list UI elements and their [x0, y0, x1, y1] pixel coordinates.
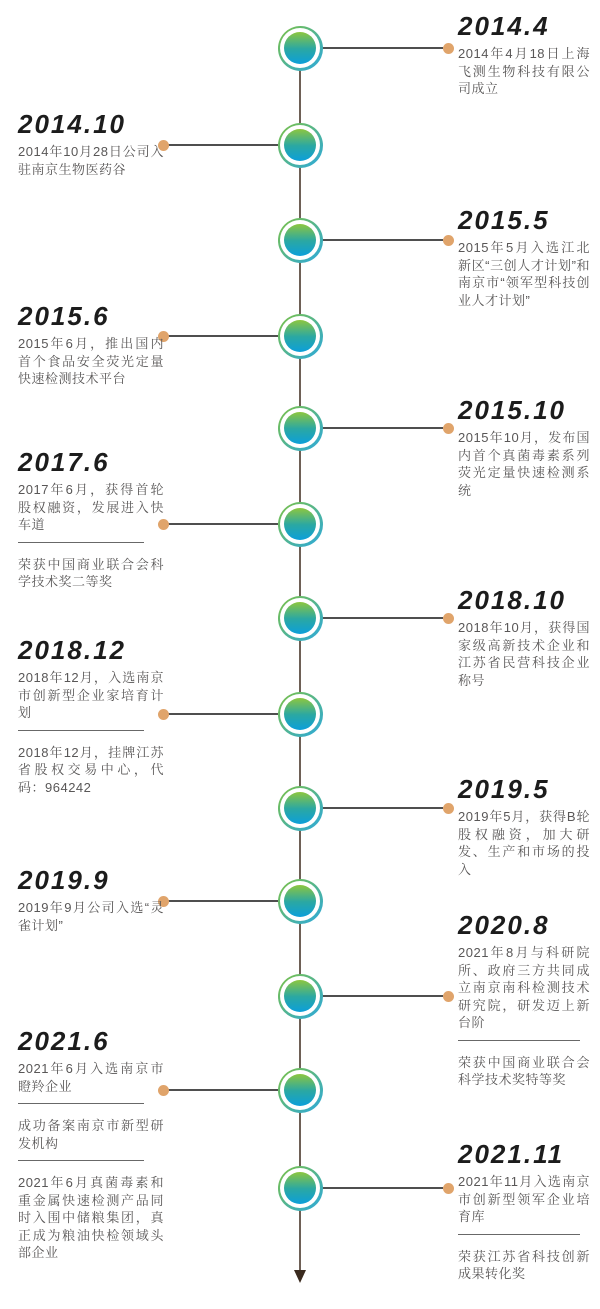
entry-content	[458, 912, 590, 1089]
connector-line	[322, 239, 443, 241]
node-outer-ring	[278, 123, 323, 168]
entry-sections	[458, 808, 590, 878]
entry-year: 2019.5	[458, 774, 550, 804]
connector-line	[322, 807, 443, 809]
node-outer-ring	[278, 314, 323, 359]
node-core-circle	[284, 1172, 316, 1204]
connector-dot-icon	[443, 803, 454, 814]
entry-text: 2021年6月入选南京市瞪羚企业	[18, 1061, 164, 1094]
node-outer-ring	[278, 1166, 323, 1211]
entry-sections	[18, 335, 164, 388]
entry-year: 2015.5	[458, 205, 550, 235]
timeline-node-icon	[278, 692, 323, 737]
node-outer-ring	[278, 1068, 323, 1113]
entry-content	[18, 303, 164, 388]
connector-line	[168, 335, 278, 337]
entry-year: 2014.10	[18, 109, 126, 139]
timeline-node-icon	[278, 502, 323, 547]
node-outer-ring	[278, 596, 323, 641]
entry-text: 2014年10月28日公司入驻南京生物医药谷	[18, 144, 164, 177]
node-core-circle	[284, 412, 316, 444]
entry-content	[18, 637, 164, 796]
entry-text: 2021年6月真菌毒素和重金属快速检测产品同时入围中储粮集团，真正成为粮油快检领域头部企业	[18, 1175, 164, 1260]
connector-line	[322, 617, 443, 619]
connector-line	[168, 900, 278, 902]
connector-line	[322, 427, 443, 429]
connector-line	[168, 1089, 278, 1091]
entry-text: 2019年5月，获得B轮股权融资，加大研发、生产和市场的投入	[458, 809, 590, 877]
timeline-node-icon	[278, 596, 323, 641]
entry-sections	[458, 45, 590, 98]
entry-text: 荣获中国商业联合会科学技术奖特等奖	[458, 1054, 590, 1087]
entry-content	[458, 776, 590, 878]
timeline-node-icon	[278, 406, 323, 451]
node-outer-ring	[278, 406, 323, 451]
node-core-circle	[284, 32, 316, 64]
entry-content	[458, 13, 590, 98]
entry-text: 荣获中国商业联合会科学技术奖二等奖	[18, 556, 164, 589]
entry-text: 2019年9月公司入选“灵雀计划”	[18, 900, 164, 933]
entry-sections	[18, 669, 164, 796]
entry-sections	[458, 619, 590, 689]
node-outer-ring	[278, 218, 323, 263]
timeline-node-icon	[278, 879, 323, 924]
arrow-down-icon	[294, 1270, 306, 1283]
entry-text: 2015年5月入选江北新区“三创人才计划”和南京市“领军型科技创业人才计划”	[458, 240, 590, 308]
entry-content	[18, 867, 164, 934]
node-ring-gap	[280, 598, 320, 638]
node-ring-gap	[280, 125, 320, 165]
node-ring-gap	[280, 976, 320, 1016]
section-divider	[458, 1040, 580, 1041]
entry-content	[458, 397, 590, 499]
node-outer-ring	[278, 26, 323, 71]
entry-year: 2015.10	[458, 395, 566, 425]
node-ring-gap	[280, 881, 320, 921]
entry-text: 2018年10月，获得国家级高新技术企业和江苏省民营科技企业称号	[458, 620, 590, 688]
node-ring-gap	[280, 408, 320, 448]
timeline-node-icon	[278, 1166, 323, 1211]
connector-line	[168, 523, 278, 525]
entry-content	[458, 207, 590, 309]
connector-dot-icon	[443, 235, 454, 246]
node-outer-ring	[278, 879, 323, 924]
section-divider	[18, 542, 144, 543]
timeline-node-icon	[278, 218, 323, 263]
node-ring-gap	[280, 28, 320, 68]
connector-line	[168, 144, 278, 146]
node-ring-gap	[280, 504, 320, 544]
connector-line	[168, 713, 278, 715]
entry-sections	[18, 1060, 164, 1262]
entry-content	[18, 1028, 164, 1262]
node-outer-ring	[278, 974, 323, 1019]
entry-year: 2017.6	[18, 447, 110, 477]
entry-content	[458, 1141, 590, 1283]
entry-year: 2019.9	[18, 865, 110, 895]
node-core-circle	[284, 224, 316, 256]
entry-text: 2021年11月入选南京市创新型领军企业培育库	[458, 1174, 590, 1224]
section-divider	[18, 1160, 144, 1161]
node-outer-ring	[278, 786, 323, 831]
entry-text: 成功备案南京市新型研发机构	[18, 1118, 164, 1151]
entry-content	[18, 449, 164, 591]
node-ring-gap	[280, 788, 320, 828]
entry-text: 2015年10月，发布国内首个真菌毒素系列荧光定量快速检测系统	[458, 430, 590, 498]
node-outer-ring	[278, 502, 323, 547]
node-core-circle	[284, 1074, 316, 1106]
section-divider	[18, 730, 144, 731]
node-core-circle	[284, 320, 316, 352]
connector-line	[322, 1187, 443, 1189]
timeline-node-icon	[278, 26, 323, 71]
entry-sections	[458, 429, 590, 499]
entry-text: 荣获江苏省科技创新成果转化奖	[458, 1248, 590, 1281]
connector-line	[322, 47, 443, 49]
entry-year: 2021.6	[18, 1026, 110, 1056]
node-core-circle	[284, 885, 316, 917]
entry-year: 2018.10	[458, 585, 566, 615]
entry-sections	[458, 239, 590, 309]
connector-dot-icon	[443, 613, 454, 624]
connector-dot-icon	[443, 991, 454, 1002]
timeline-node-icon	[278, 1068, 323, 1113]
entry-text: 2014年4月18日上海飞测生物科技有限公司成立	[458, 46, 590, 96]
node-core-circle	[284, 129, 316, 161]
node-outer-ring	[278, 692, 323, 737]
entry-sections	[18, 481, 164, 591]
connector-dot-icon	[443, 43, 454, 54]
node-core-circle	[284, 980, 316, 1012]
entry-text: 2015年6月，推出国内首个食品安全荧光定量快速检测技术平台	[18, 336, 164, 386]
node-ring-gap	[280, 694, 320, 734]
entry-text: 2018年12月，挂牌江苏省股权交易中心，代码：964242	[18, 744, 164, 795]
timeline-node-icon	[278, 786, 323, 831]
connector-line	[322, 995, 443, 997]
entry-sections	[458, 944, 590, 1089]
node-core-circle	[284, 602, 316, 634]
entry-content	[458, 587, 590, 689]
entry-year: 2020.8	[458, 910, 550, 940]
entry-content	[18, 111, 164, 178]
timeline-node-icon	[278, 974, 323, 1019]
connector-dot-icon	[443, 1183, 454, 1194]
entry-year: 2018.12	[18, 635, 126, 665]
section-divider	[458, 1234, 580, 1235]
entry-year: 2015.6	[18, 301, 110, 331]
entry-sections	[18, 899, 164, 934]
entry-year: 2021.11	[458, 1139, 565, 1169]
node-ring-gap	[280, 220, 320, 260]
entry-sections	[18, 143, 164, 178]
connector-dot-icon	[443, 423, 454, 434]
entry-sections	[458, 1173, 590, 1283]
node-ring-gap	[280, 1168, 320, 1208]
node-core-circle	[284, 698, 316, 730]
node-core-circle	[284, 792, 316, 824]
node-ring-gap	[280, 316, 320, 356]
entry-text: 2018年12月，入选南京市创新型企业家培育计划	[18, 670, 164, 720]
timeline-node-icon	[278, 123, 323, 168]
section-divider	[18, 1103, 144, 1104]
entry-year: 2014.4	[458, 11, 550, 41]
node-core-circle	[284, 508, 316, 540]
entry-text: 2021年8月与科研院所、政府三方共同成立南京南科检测技术研究院，研发迈上新台阶	[458, 945, 590, 1030]
node-ring-gap	[280, 1070, 320, 1110]
timeline-node-icon	[278, 314, 323, 359]
entry-text: 2017年6月，获得首轮股权融资，发展进入快车道	[18, 482, 164, 532]
